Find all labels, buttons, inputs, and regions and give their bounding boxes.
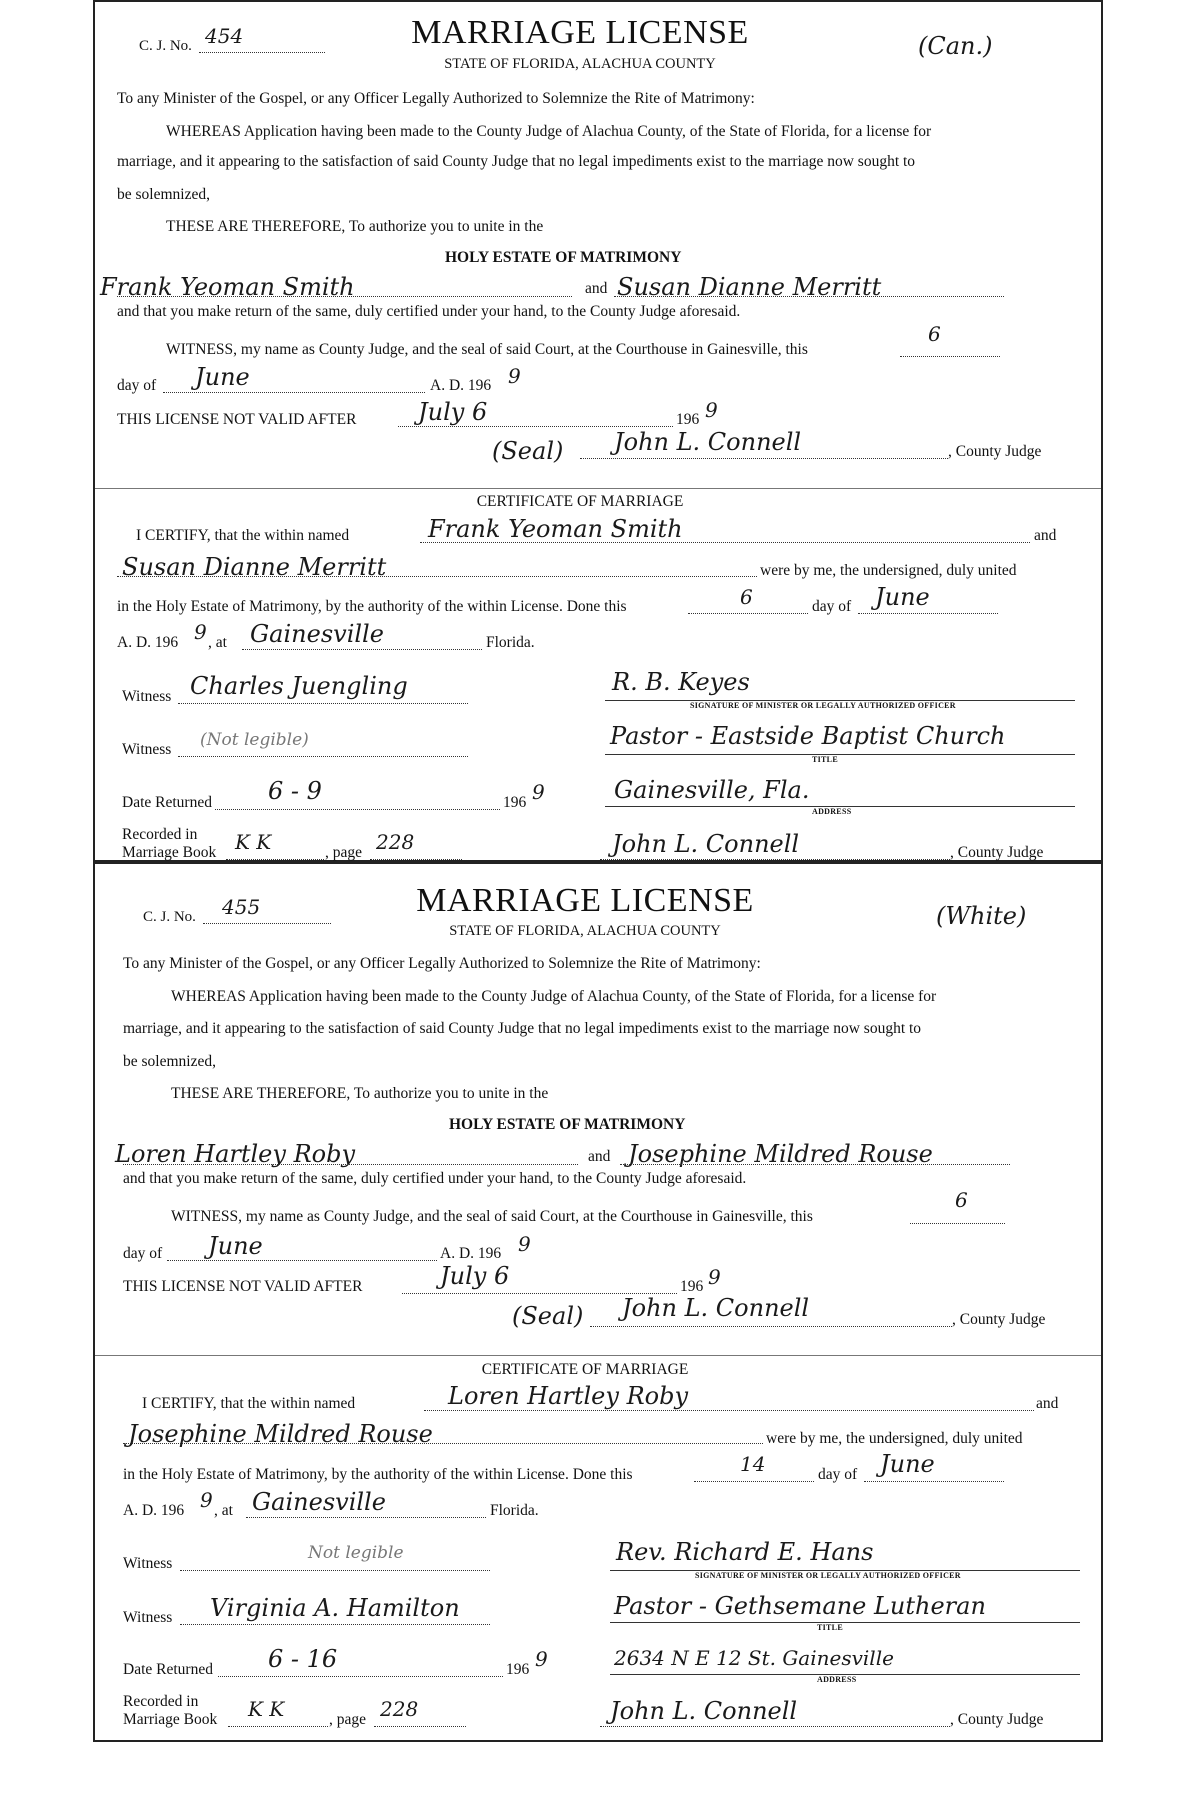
license-title: MARRIAGE LICENSE	[416, 882, 754, 919]
date-returned-value: 6 - 16	[268, 1645, 338, 1673]
done-year: 9	[200, 1488, 213, 1512]
returned-year-prefix: 196	[506, 1661, 530, 1678]
place-value: Gainesville	[252, 1488, 386, 1516]
returned-year: 9	[535, 1647, 548, 1671]
title-caption: TITLE	[812, 755, 838, 764]
cj-no-label: C. J. No.	[143, 909, 196, 925]
county-judge-label: , County Judge	[952, 1311, 1046, 1328]
officer-title: Pastor - Gethsemane Lutheran	[614, 1592, 986, 1620]
witness-day: 6	[928, 322, 941, 346]
year-digit: 9	[508, 364, 521, 388]
at-label: , at	[214, 1502, 233, 1519]
address-line: To any Minister of the Gospel, or any Officer Legally Authorized to Solemnize the Rite of Matrimony:	[123, 955, 761, 972]
recording-county-judge-label: , County Judge	[950, 1711, 1044, 1728]
witness2-label: Witness	[123, 1609, 173, 1626]
ad-label: A. D. 196	[440, 1245, 502, 1262]
whereas-line-3: be solemnized,	[117, 186, 210, 203]
place-value: Gainesville	[250, 620, 384, 648]
whereas-line-1: WHEREAS Application having been made to the County Judge of Alachua County, of the State of Florida, for a license for	[166, 123, 932, 140]
certificate-title: CERTIFICATE OF MARRIAGE	[476, 493, 684, 510]
officer-title: Pastor - Eastside Baptist Church	[610, 722, 1006, 750]
cert-bride-name: Susan Dianne Merritt	[122, 553, 387, 581]
groom-name: Frank Yeoman Smith	[100, 273, 355, 301]
witness-line: WITNESS, my name as County Judge, and the seal of said Court, at the Courthouse in Gainesville, this	[166, 341, 808, 358]
florida-label: Florida.	[490, 1502, 539, 1519]
holy-estate-line: in the Holy Estate of Matrimony, by the authority of the within License. Done this	[117, 598, 627, 615]
marriage-book-label: Marriage Book	[123, 1711, 218, 1728]
day-of-label: day of	[123, 1245, 163, 1262]
returned-year-prefix: 196	[503, 794, 527, 811]
certificate-title: CERTIFICATE OF MARRIAGE	[481, 1361, 689, 1378]
whereas-line-2: marriage, and it appearing to the satisfaction of said County Judge that no legal impediments exist to the marriage now sought to	[117, 153, 916, 170]
seal-mark: (Seal)	[492, 437, 564, 465]
officer-address: Gainesville, Fla.	[614, 776, 810, 804]
witness1-name: Charles Juengling	[190, 672, 408, 700]
holy-estate-heading: HOLY ESTATE OF MATRIMONY	[449, 1116, 686, 1133]
cert-day-of-label: day of	[812, 598, 852, 615]
witness2-name: (Not legible)	[200, 730, 309, 750]
judge-signature: John L. Connell	[614, 428, 802, 456]
done-month: June	[880, 1450, 935, 1478]
signature-caption: SIGNATURE OF MINISTER OR LEGALLY AUTHORIZED OFFICER	[690, 701, 956, 710]
done-day: 6	[740, 585, 753, 609]
date-returned-label: Date Returned	[122, 794, 212, 811]
whereas-line-1: WHEREAS Application having been made to the County Judge of Alachua County, of the State of Florida, for a license for	[171, 988, 937, 1005]
address-caption: ADDRESS	[817, 1675, 857, 1684]
date-returned-label: Date Returned	[123, 1661, 213, 1678]
month-value: June	[195, 363, 250, 391]
cert-and-label: and	[1034, 527, 1057, 544]
recorded-in-label: Recorded in	[122, 826, 198, 843]
done-year: 9	[194, 620, 207, 644]
not-valid-year: 9	[705, 398, 718, 422]
cert-ad-label: A. D. 196	[123, 1502, 185, 1519]
done-day: 14	[740, 1452, 766, 1476]
county-judge-label: , County Judge	[948, 443, 1042, 460]
year-digit: 9	[518, 1232, 531, 1256]
month-value: June	[208, 1232, 263, 1260]
return-line: and that you make return of the same, duly certified under your hand, to the County Judge aforesaid.	[117, 303, 741, 320]
officer-address: 2634 N E 12 St. Gainesville	[614, 1646, 894, 1670]
bride-name: Susan Dianne Merritt	[617, 273, 882, 301]
holy-estate-heading: HOLY ESTATE OF MATRIMONY	[445, 249, 682, 266]
and-label: and	[588, 1148, 611, 1165]
not-valid-date: July 6	[440, 1262, 510, 1290]
recording-judge-signature: John L. Connell	[610, 1697, 798, 1725]
page-value: 228	[380, 1697, 419, 1721]
witness-line: WITNESS, my name as County Judge, and the seal of said Court, at the Courthouse in Gainesville, this	[171, 1208, 813, 1225]
race-note: (White)	[936, 902, 1027, 930]
signature-caption: SIGNATURE OF MINISTER OR LEGALLY AUTHORIZED OFFICER	[695, 1571, 961, 1580]
seal-mark: (Seal)	[512, 1302, 584, 1330]
cert-day-of-label: day of	[818, 1466, 858, 1483]
witness2-label: Witness	[122, 741, 172, 758]
witness1-label: Witness	[122, 688, 172, 705]
not-valid-year-prefix: 196	[676, 411, 700, 428]
done-month: June	[875, 583, 930, 611]
groom-name: Loren Hartley Roby	[115, 1140, 356, 1168]
page-label: , page	[325, 844, 363, 861]
day-of-label: day of	[117, 377, 157, 394]
recording-county-judge-label: , County Judge	[950, 844, 1044, 861]
ad-label: A. D. 196	[430, 377, 492, 394]
and-label: and	[585, 280, 608, 297]
not-valid-year-prefix: 196	[680, 1278, 704, 1295]
not-valid-year: 9	[708, 1265, 721, 1289]
cert-groom-name: Loren Hartley Roby	[448, 1382, 689, 1410]
not-valid-label: THIS LICENSE NOT VALID AFTER	[123, 1278, 363, 1295]
cj-no-value: 455	[222, 895, 261, 919]
bride-name: Josephine Mildred Rouse	[628, 1140, 933, 1168]
officer-signature: R. B. Keyes	[612, 668, 750, 696]
florida-label: Florida.	[486, 634, 535, 651]
certify-label: I CERTIFY, that the within named	[142, 1395, 356, 1412]
license-subtitle: STATE OF FLORIDA, ALACHUA COUNTY	[449, 923, 721, 939]
cert-ad-label: A. D. 196	[117, 634, 179, 651]
date-returned-value: 6 - 9	[268, 777, 322, 805]
address-caption: ADDRESS	[812, 807, 852, 816]
cj-no-value: 454	[205, 24, 244, 48]
witness-day: 6	[955, 1188, 968, 1212]
cert-groom-name: Frank Yeoman Smith	[428, 515, 683, 543]
united-label: were by me, the undersigned, duly united	[766, 1430, 1023, 1447]
judge-signature: John L. Connell	[622, 1294, 810, 1322]
therefore-line: THESE ARE THEREFORE, To authorize you to unite in the	[166, 218, 544, 235]
returned-year: 9	[532, 780, 545, 804]
title-caption: TITLE	[817, 1623, 843, 1632]
recording-judge-signature: John L. Connell	[612, 830, 800, 858]
license-title: MARRIAGE LICENSE	[411, 14, 749, 51]
race-note: (Can.)	[918, 32, 993, 60]
witness1-label: Witness	[123, 1555, 173, 1572]
book-value: K K	[248, 1697, 285, 1721]
certify-label: I CERTIFY, that the within named	[136, 527, 350, 544]
united-label: were by me, the undersigned, duly united	[760, 562, 1017, 579]
therefore-line: THESE ARE THEREFORE, To authorize you to unite in the	[171, 1085, 549, 1102]
witness2-name: Virginia A. Hamilton	[210, 1594, 460, 1622]
not-valid-label: THIS LICENSE NOT VALID AFTER	[117, 411, 357, 428]
license-subtitle: STATE OF FLORIDA, ALACHUA COUNTY	[444, 56, 716, 72]
whereas-line-3: be solemnized,	[123, 1053, 216, 1070]
cj-no-label: C. J. No.	[139, 38, 192, 54]
page-value: 228	[376, 830, 415, 854]
book-value: K K	[235, 830, 272, 854]
at-label: , at	[208, 634, 227, 651]
not-valid-date: July 6	[418, 398, 488, 426]
holy-estate-line: in the Holy Estate of Matrimony, by the authority of the within License. Done this	[123, 1466, 633, 1483]
page-label: , page	[329, 1711, 367, 1728]
officer-signature: Rev. Richard E. Hans	[616, 1538, 874, 1566]
witness1-name: Not legible	[308, 1543, 404, 1563]
address-line: To any Minister of the Gospel, or any Officer Legally Authorized to Solemnize the Rite of Matrimony:	[117, 90, 755, 107]
whereas-line-2: marriage, and it appearing to the satisfaction of said County Judge that no legal impediments exist to the marriage now sought to	[123, 1020, 922, 1037]
marriage-book-label: Marriage Book	[122, 844, 217, 861]
recorded-in-label: Recorded in	[123, 1693, 199, 1710]
cert-bride-name: Josephine Mildred Rouse	[128, 1420, 433, 1448]
cert-and-label: and	[1036, 1395, 1059, 1412]
return-line: and that you make return of the same, duly certified under your hand, to the County Judge aforesaid.	[123, 1170, 747, 1187]
